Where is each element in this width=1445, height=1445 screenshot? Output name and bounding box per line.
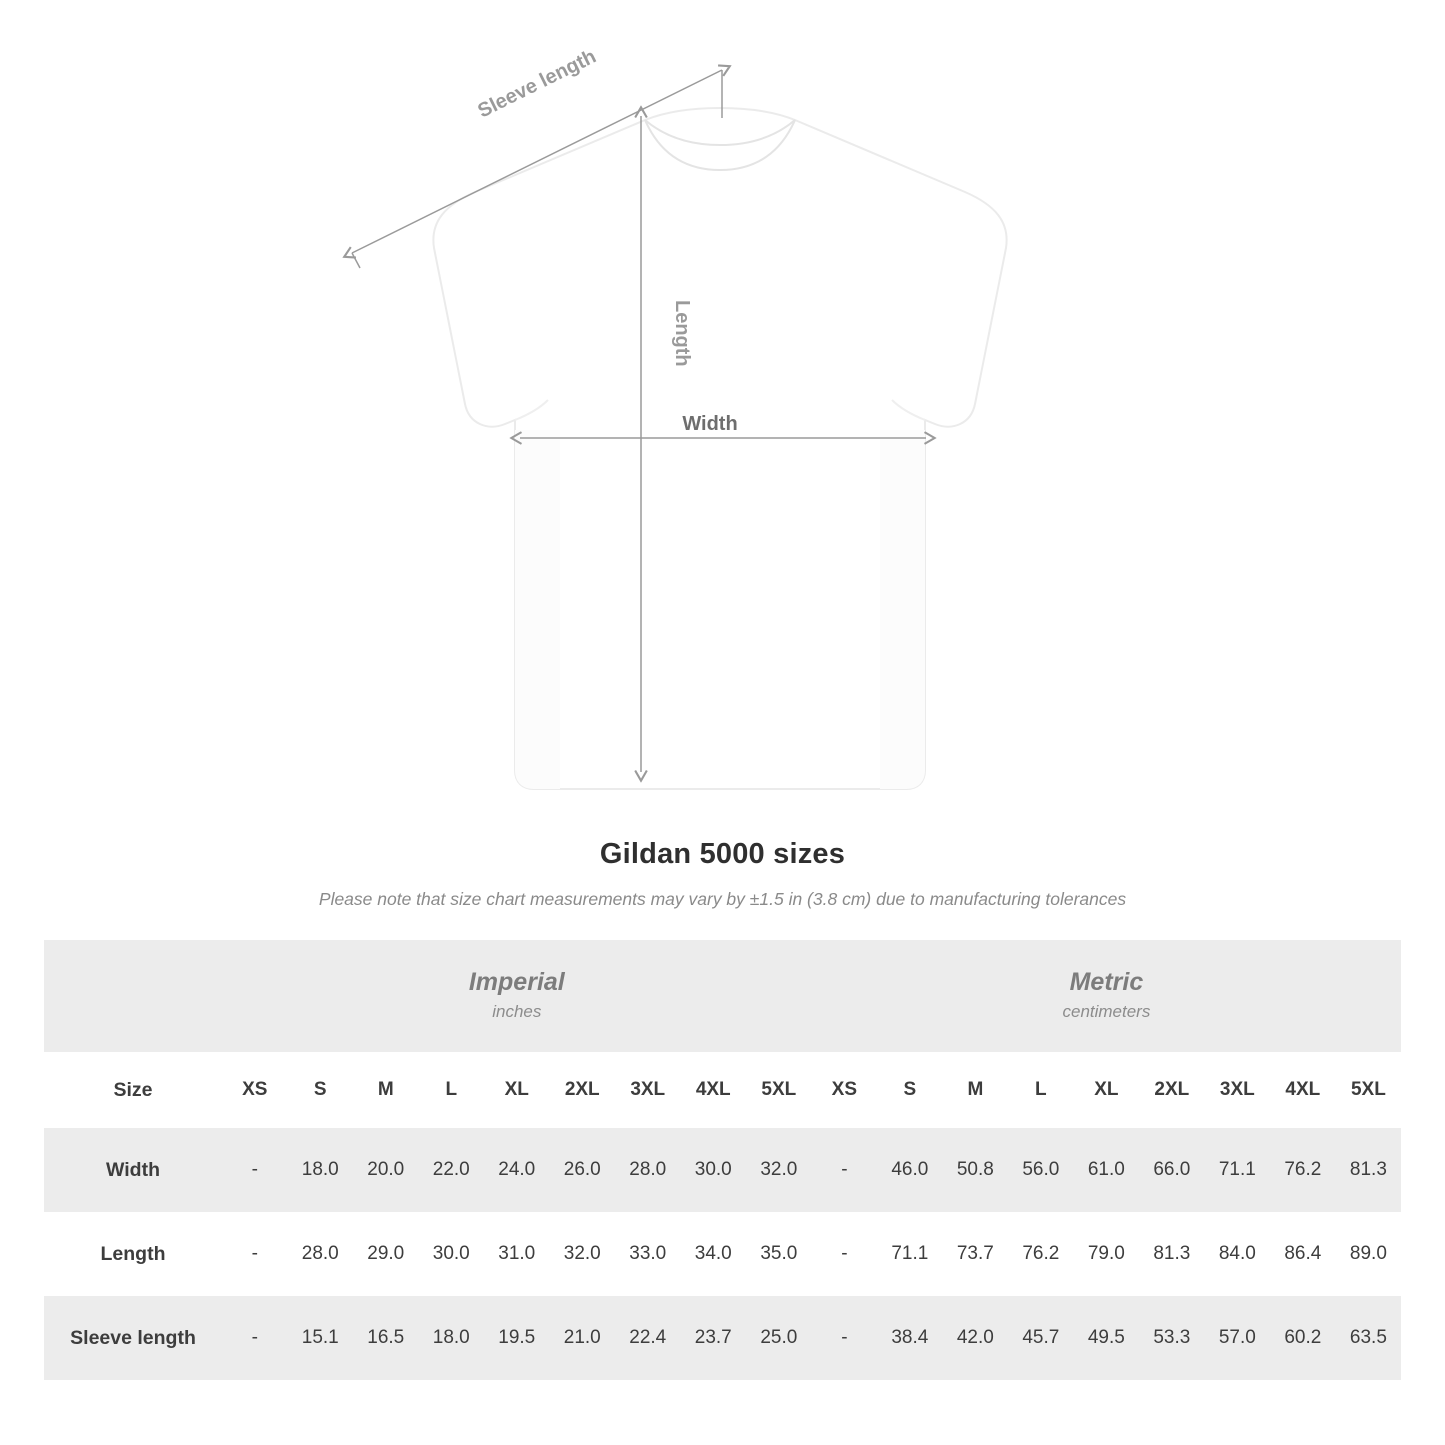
cell-width-metric-xl: 61.0 <box>1074 1128 1140 1212</box>
table-row <box>44 1128 1401 1212</box>
cell-length-metric-2xl: 81.3 <box>1139 1212 1205 1296</box>
cell-length-metric-m: 73.7 <box>943 1212 1009 1296</box>
chart-heading <box>0 838 1445 910</box>
cell-width-metric-m: 50.8 <box>943 1128 1009 1212</box>
cell-width-metric-5xl: 81.3 <box>1336 1128 1402 1212</box>
size-header-metric-3xl: 3XL <box>1205 1052 1271 1128</box>
size-header-metric-2xl: 2XL <box>1139 1052 1205 1128</box>
cell-width-metric-4xl: 76.2 <box>1270 1128 1336 1212</box>
size-header-imperial-l: L <box>419 1052 485 1128</box>
cell-length-imperial-m: 29.0 <box>353 1212 419 1296</box>
width-label: Width <box>682 413 738 435</box>
unit-imperial-sub: inches <box>492 1002 542 1022</box>
length-label: Length <box>671 300 693 367</box>
cell-length-metric-3xl: 84.0 <box>1205 1212 1271 1296</box>
cell-width-imperial-xl: 24.0 <box>484 1128 550 1212</box>
cell-length-imperial-4xl: 34.0 <box>681 1212 747 1296</box>
cell-sleeve-metric-xs: - <box>812 1296 878 1380</box>
cell-length-imperial-s: 28.0 <box>288 1212 354 1296</box>
row-label-width: Width <box>44 1128 222 1212</box>
unit-header-imperial <box>222 940 812 1052</box>
cell-sleeve-metric-4xl: 60.2 <box>1270 1296 1336 1380</box>
tolerance-note: Please note that size chart measurements may vary by ±1.5 in (3.8 cm) due to manufacturing tolerances <box>318 889 1127 909</box>
size-header-imperial-2xl: 2XL <box>550 1052 616 1128</box>
sleeve-length-label: Sleeve length <box>474 45 600 123</box>
cell-sleeve-imperial-4xl: 23.7 <box>681 1296 747 1380</box>
size-header-imperial-4xl: 4XL <box>681 1052 747 1128</box>
cell-length-metric-4xl: 86.4 <box>1270 1212 1336 1296</box>
cell-width-metric-2xl: 66.0 <box>1139 1128 1205 1212</box>
cell-sleeve-imperial-xl: 19.5 <box>484 1296 550 1380</box>
size-table-wrapper <box>44 940 1401 1380</box>
unit-metric-sub: centimeters <box>1062 1002 1151 1022</box>
cell-length-imperial-xl: 31.0 <box>484 1212 550 1296</box>
size-header-imperial-m: M <box>353 1052 419 1128</box>
cell-sleeve-metric-2xl: 53.3 <box>1139 1296 1205 1380</box>
cell-length-metric-s: 71.1 <box>877 1212 943 1296</box>
cell-length-imperial-l: 30.0 <box>419 1212 485 1296</box>
unit-header-metric <box>812 940 1402 1052</box>
cell-length-metric-xs: - <box>812 1212 878 1296</box>
size-header-imperial-xl: XL <box>484 1052 550 1128</box>
cell-width-imperial-4xl: 30.0 <box>681 1128 747 1212</box>
unit-metric-name: Metric <box>1069 967 1144 996</box>
cell-width-imperial-2xl: 26.0 <box>550 1128 616 1212</box>
page-title: Gildan 5000 sizes <box>599 838 846 870</box>
size-header-imperial-s: S <box>288 1052 354 1128</box>
cell-sleeve-metric-s: 38.4 <box>877 1296 943 1380</box>
cell-width-metric-xs: - <box>812 1128 878 1212</box>
size-header-metric-xl: XL <box>1074 1052 1140 1128</box>
cell-width-imperial-m: 20.0 <box>353 1128 419 1212</box>
cell-length-imperial-5xl: 35.0 <box>746 1212 812 1296</box>
cell-sleeve-imperial-xs: - <box>222 1296 288 1380</box>
cell-width-imperial-s: 18.0 <box>288 1128 354 1212</box>
size-header-label: Size <box>44 1052 222 1128</box>
cell-width-metric-3xl: 71.1 <box>1205 1128 1271 1212</box>
cell-width-imperial-3xl: 28.0 <box>615 1128 681 1212</box>
size-header-metric-5xl: 5XL <box>1336 1052 1402 1128</box>
tshirt-shape <box>433 108 1006 789</box>
size-header-metric-xs: XS <box>812 1052 878 1128</box>
row-label-sleeve-length: Sleeve length <box>44 1296 222 1380</box>
cell-length-imperial-xs: - <box>222 1212 288 1296</box>
cell-sleeve-imperial-m: 16.5 <box>353 1296 419 1380</box>
cell-length-metric-l: 76.2 <box>1008 1212 1074 1296</box>
size-header-metric-m: M <box>943 1052 1009 1128</box>
size-table <box>44 940 1401 1380</box>
cell-length-imperial-2xl: 32.0 <box>550 1212 616 1296</box>
cell-sleeve-metric-3xl: 57.0 <box>1205 1296 1271 1380</box>
size-header-row <box>44 1052 1401 1128</box>
unit-imperial-name: Imperial <box>468 967 565 996</box>
cell-sleeve-imperial-3xl: 22.4 <box>615 1296 681 1380</box>
cell-sleeve-metric-m: 42.0 <box>943 1296 1009 1380</box>
cell-sleeve-imperial-s: 15.1 <box>288 1296 354 1380</box>
cell-sleeve-metric-5xl: 63.5 <box>1336 1296 1402 1380</box>
cell-sleeve-imperial-5xl: 25.0 <box>746 1296 812 1380</box>
row-label-length: Length <box>44 1212 222 1296</box>
unit-header-spacer <box>44 940 222 1052</box>
size-header-metric-4xl: 4XL <box>1270 1052 1336 1128</box>
cell-sleeve-imperial-2xl: 21.0 <box>550 1296 616 1380</box>
size-header-imperial-xs: XS <box>222 1052 288 1128</box>
cell-sleeve-imperial-l: 18.0 <box>419 1296 485 1380</box>
cell-sleeve-metric-xl: 49.5 <box>1074 1296 1140 1380</box>
cell-sleeve-metric-l: 45.7 <box>1008 1296 1074 1380</box>
cell-width-imperial-xs: - <box>222 1128 288 1212</box>
size-header-imperial-3xl: 3XL <box>615 1052 681 1128</box>
table-row <box>44 1212 1401 1296</box>
unit-header-row <box>44 940 1401 1052</box>
size-header-metric-l: L <box>1008 1052 1074 1128</box>
cell-length-metric-xl: 79.0 <box>1074 1212 1140 1296</box>
cell-length-imperial-3xl: 33.0 <box>615 1212 681 1296</box>
cell-length-metric-5xl: 89.0 <box>1336 1212 1402 1296</box>
cell-width-metric-s: 46.0 <box>877 1128 943 1212</box>
size-header-metric-s: S <box>877 1052 943 1128</box>
cell-width-imperial-5xl: 32.0 <box>746 1128 812 1212</box>
table-row <box>44 1296 1401 1380</box>
cell-width-imperial-l: 22.0 <box>419 1128 485 1212</box>
cell-width-metric-l: 56.0 <box>1008 1128 1074 1212</box>
size-header-imperial-5xl: 5XL <box>746 1052 812 1128</box>
